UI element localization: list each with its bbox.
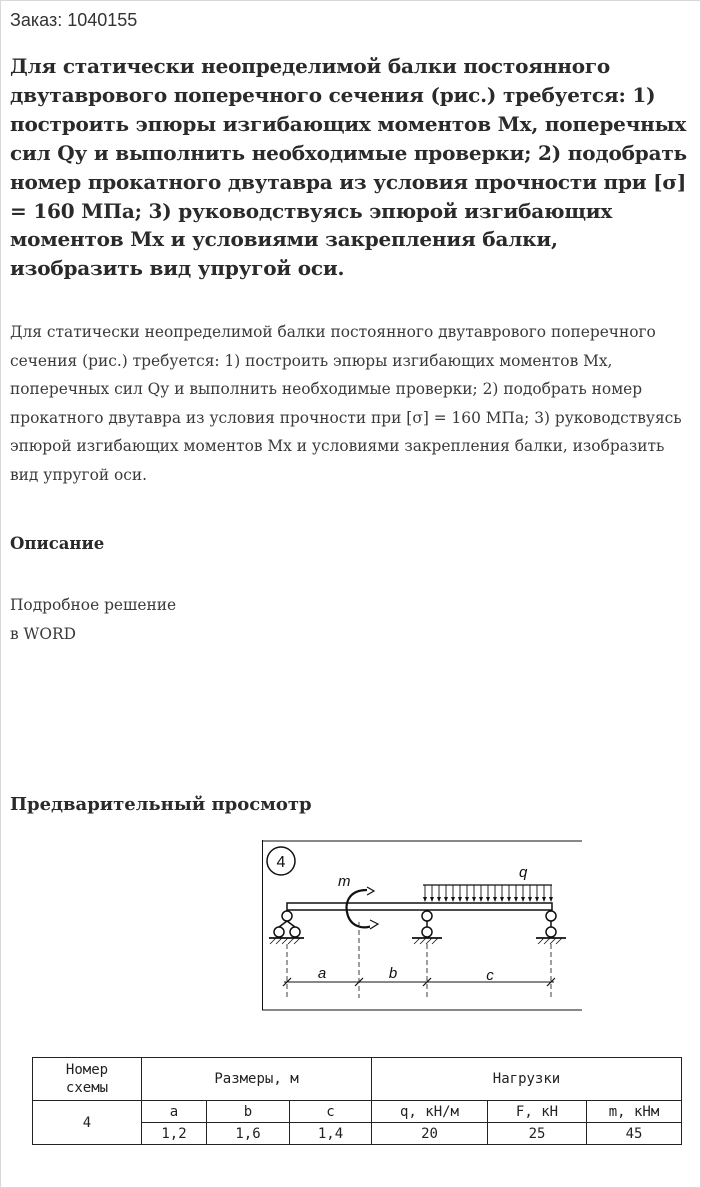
- dimension-lines: [283, 922, 555, 998]
- dim-c-label: c: [486, 967, 494, 984]
- value-c: 1,4: [290, 1123, 372, 1145]
- value-b: 1,6: [207, 1123, 290, 1145]
- task-text: Для статически неопределимой балки постоянного двутаврового поперечного сечения (рис.) требуется: 1) построить эпюры изгибающих моментов Мх, поперечных сил Qу и выполнить необходимые проверки; 2) подобрать номер прокатного двутавра из условия прочности при [σ] = 160 МПа; 3) руководствуясь эпюрой изгибающих моментов Мх и условиями закрепления балки, изобразить вид упругой оси.: [10, 323, 682, 484]
- scheme-number: 4: [276, 854, 286, 871]
- col-a-header: a: [142, 1101, 207, 1123]
- beam-diagram: [262, 840, 584, 1012]
- table-subheader-row: [33, 1101, 682, 1123]
- description-line-1: Подробное решение: [10, 596, 177, 614]
- task-title: Для статически неопределимой балки постоянного двутаврового поперечного сечения (рис.) требуется: 1) построить эпюры изгибающих моментов Мх, поперечных сил Qу и выполнить необходимые проверки; 2) подобрать номер прокатного двутавра из условия прочности при [σ] = 160 МПа; 3) руководствуясь эпюрой изгибающих моментов Мх и условиями закрепления балки, изобразить вид упругой оси.: [10, 54, 687, 281]
- dim-a-label: a: [317, 965, 327, 982]
- description-line-2: в WORD: [10, 625, 76, 643]
- moment-label: m: [338, 873, 351, 890]
- scheme-header-line-1: Номер: [65, 1062, 109, 1078]
- description-heading: Описание: [10, 534, 105, 553]
- scheme-header-cell: [33, 1058, 142, 1101]
- moment-arrow: [338, 873, 378, 929]
- order-number: Заказ: 1040155: [10, 10, 138, 30]
- beam: [287, 903, 552, 910]
- value-a: 1,2: [142, 1123, 207, 1145]
- loads-header: Нагрузки: [372, 1058, 682, 1101]
- col-c-header: c: [290, 1101, 372, 1123]
- scheme-number-badge: [267, 847, 295, 875]
- parameters-table: [32, 1057, 682, 1145]
- middle-support: [412, 911, 442, 944]
- scheme-header-line-2: схемы: [65, 1080, 109, 1096]
- col-q-header: q, кН/м: [372, 1101, 488, 1123]
- left-support: [269, 910, 304, 944]
- preview-heading: Предварительный просмотр: [10, 794, 312, 815]
- value-m: 45: [587, 1123, 682, 1145]
- col-f-header: F, кН: [488, 1101, 587, 1123]
- sizes-header: Размеры, м: [142, 1058, 372, 1101]
- distributed-load: [423, 864, 553, 902]
- col-m-header: m, кНм: [587, 1101, 682, 1123]
- dim-b-label: b: [388, 965, 398, 982]
- col-b-header: b: [207, 1101, 290, 1123]
- value-q: 20: [372, 1123, 488, 1145]
- value-f: 25: [488, 1123, 587, 1145]
- scheme-value: 4: [33, 1101, 142, 1145]
- table-header-row: [33, 1058, 682, 1101]
- load-label: q: [519, 864, 528, 881]
- right-support: [536, 911, 566, 944]
